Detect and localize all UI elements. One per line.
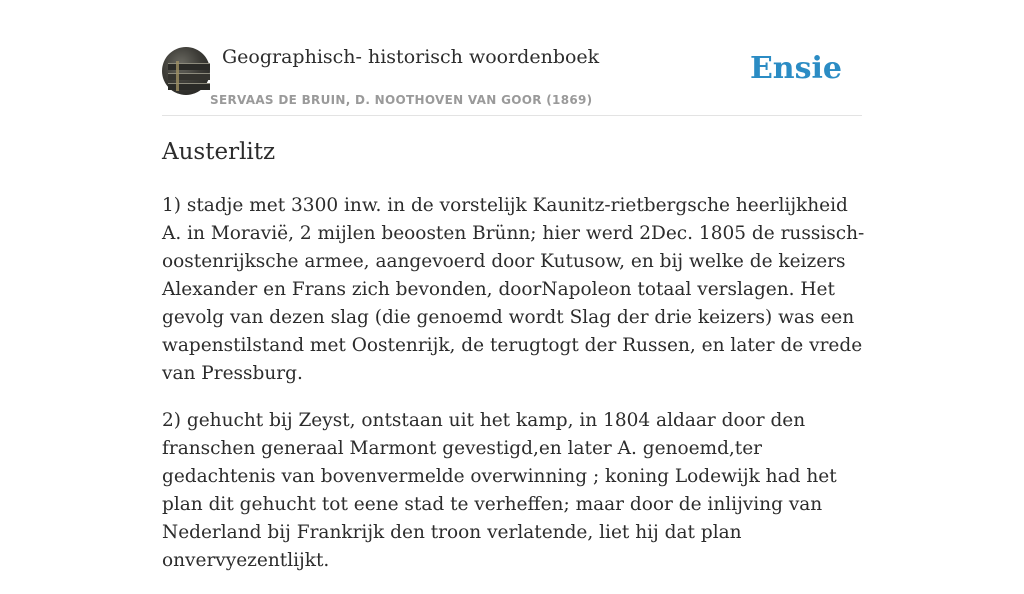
ensie-logo[interactable]: Ensie [749,51,842,86]
page-header [162,0,862,116]
book-spine-icon [176,61,179,91]
book-cover-avatar[interactable] [162,47,210,95]
entry-paragraph-1: 1) stadje met 3300 inw. in de vorstelijk Kaunitz-rietbergsche heerlijkheid A. in Moravië, 2 mijlen beoosten Brünn; hier werd 2Dec. 1805 de russisch-oostenrijksche armee, aangevoerd door Kutusow, en bij welke de keizers Alexander en Frans zich bevonden, doorNapoleon totaal verslagen. Het gevolg van dezen slag (die genoemd wordt Slag der drie keizers) was een wapenstilstand met Oostenrijk, de terugtogt der Russen, en later de vrede van Pressburg. [162,195,865,384]
entry-body [162,192,867,594]
book-stack-icon [168,63,210,70]
page-container [162,0,865,571]
book-author: SERVAAS DE BRUIN, D. NOOTHOVEN VAN GOOR (1869) [210,93,593,107]
book-stack-icon-layer [168,83,210,90]
entry-title: Austerlitz [162,139,276,165]
book-title[interactable]: Geographisch- historisch woordenboek [222,46,600,68]
entry-paragraph-2: 2) gehucht bij Zeyst, ontstaan uit het kamp, in 1804 aldaar door den franschen generaal Marmont gevestigd,en later A. genoemd,ter gedachtenis van bovenvermelde overwinning ; koning Lodewijk had het plan dit gehucht tot eene stad te verheffen; maar door de inlijving van Nederland bij Frankrijk den troon verlatende, liet hij dat plan onvervyezentlijkt. [162,410,837,571]
book-stack-icon-layer [168,73,210,80]
